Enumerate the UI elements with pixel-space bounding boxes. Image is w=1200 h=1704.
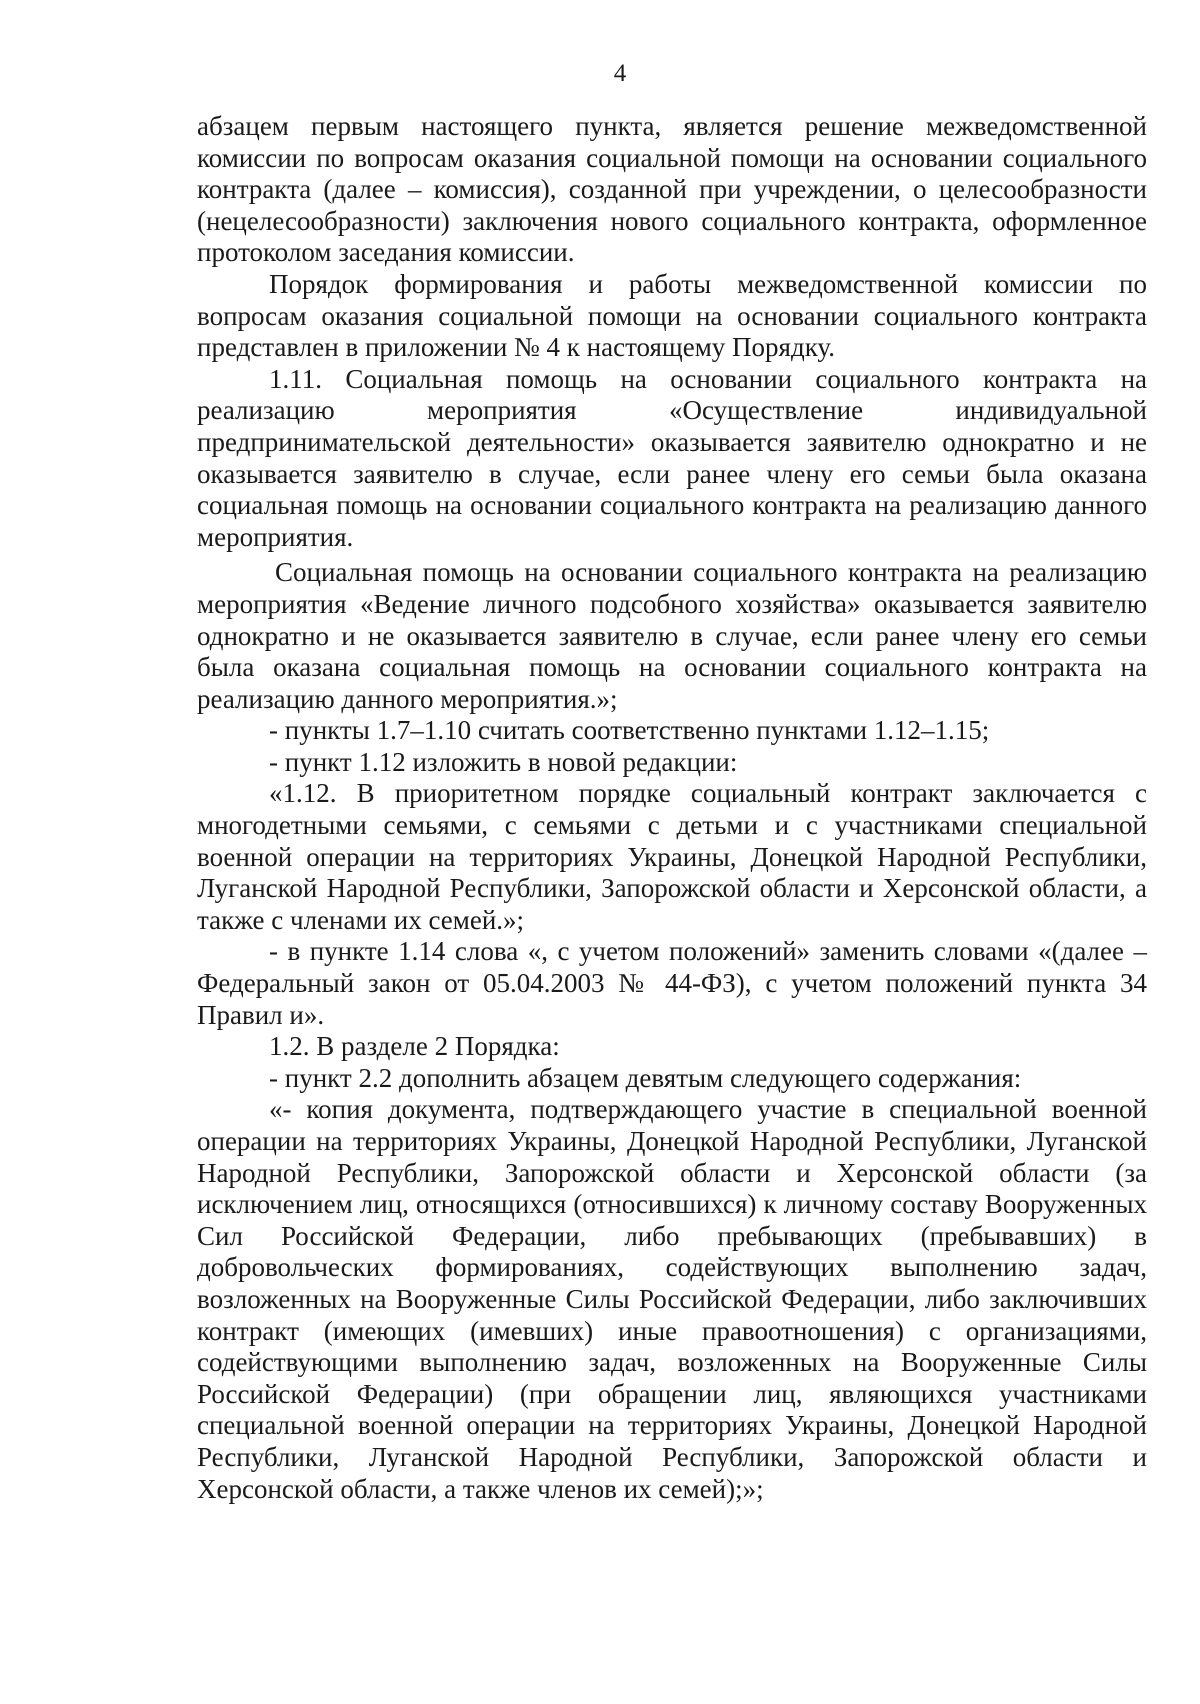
paragraph-document-copy-requirement: «- копия документа, подтверждающего участие в специальной военной операции на территориях Украины, Донецкой Народной Республики, Луганской Народной Республики, Запорожской области и Херсонской области (за исключением лиц, относящихся (относившихся) к личному составу Вооруженных Сил Российской Федерации, либо пребывающих (пребывавших) в добровольческих формированиях, содействующих выполнению задач, возложенных на Вооруженные Силы Российской Федерации, либо заключивших контракт (имеющих (имевших) иные правоотношения) с организациями, содействующими выполнению задач, возложенных на Вооруженные Силы Российской Федерации) (при обращении лиц, являющихся участниками специальной военной операции на территориях Украины, Донецкой Народной Республики, Луганской Народной Республики, Запорожской области и Херсонской области, а также членов их семей);»; — [197, 1094, 1147, 1504]
document-body — [197, 111, 1147, 1505]
paragraph-clause-1-14-amendment: - в пункте 1.14 слова «, с учетом положений» заменить словами «(далее – Федеральный закон от 05.04.2003 № 44-ФЗ), с учетом положений пункта 34 Правил и». — [197, 936, 1147, 1030]
paragraph-commission-procedure: Порядок формирования и работы межведомственной комиссии по вопросам оказания социальной помощи на основании социального контракта представлен в приложении № 4 к настоящему Порядку. — [197, 268, 1147, 363]
paragraph-clause-1-12-new-edition: - пункт 1.12 изложить в новой редакции: — [269, 746, 738, 777]
paragraph-clause-2-2-addition: - пункт 2.2 дополнить абзацем девятым следующего содержания: — [269, 1062, 1022, 1093]
paragraph-section-2-heading: 1.2. В разделе 2 Порядка: — [269, 1031, 560, 1062]
paragraph-renumber-clauses: - пункты 1.7–1.10 считать соответственно пунктами 1.12–1.15; — [269, 715, 990, 746]
paragraph-clause-1-12-text: «1.12. В приоритетном порядке социальный контракт заключается с многодетными семьями, с семьями с детьми и с участниками специальной военной операции на территориях Украины, Донецкой Народной Республики, Луганской Народной Республики, Запорожской области и Херсонской области, а также с членами их семей.»; — [197, 778, 1147, 935]
page-number: 4 — [613, 60, 627, 87]
paragraph-household-farming: Социальная помощь на основании социального контракта на реализацию мероприятия «Ведение личного подсобного хозяйства» оказывается заявителю однократно и не оказывается заявителю в случае, если ранее члену его семьи была оказана социальная помощь на основании социального контракта на реализацию данного мероприятия.»; — [197, 557, 1147, 714]
paragraph-commission-decision: абзацем первым настоящего пункта, является решение межведомственной комиссии по вопросам оказания социальной помощи на основании социального контракта (далее – комиссия), созданной при учреждении, о целесообразности (нецелесообразности) заключения нового социального контракта, оформленное протоколом заседания комиссии. — [197, 111, 1147, 268]
paragraph-clause-1-11: 1.11. Социальная помощь на основании социального контракта на реализацию мероприятия «Осуществление индивидуальной предпринимательской деятельности» оказывается заявителю однократно и не оказывается заявителю в случае, если ранее члену его семьи была оказана социальная помощь на основании социального контракта на реализацию данного мероприятия. — [197, 363, 1147, 552]
